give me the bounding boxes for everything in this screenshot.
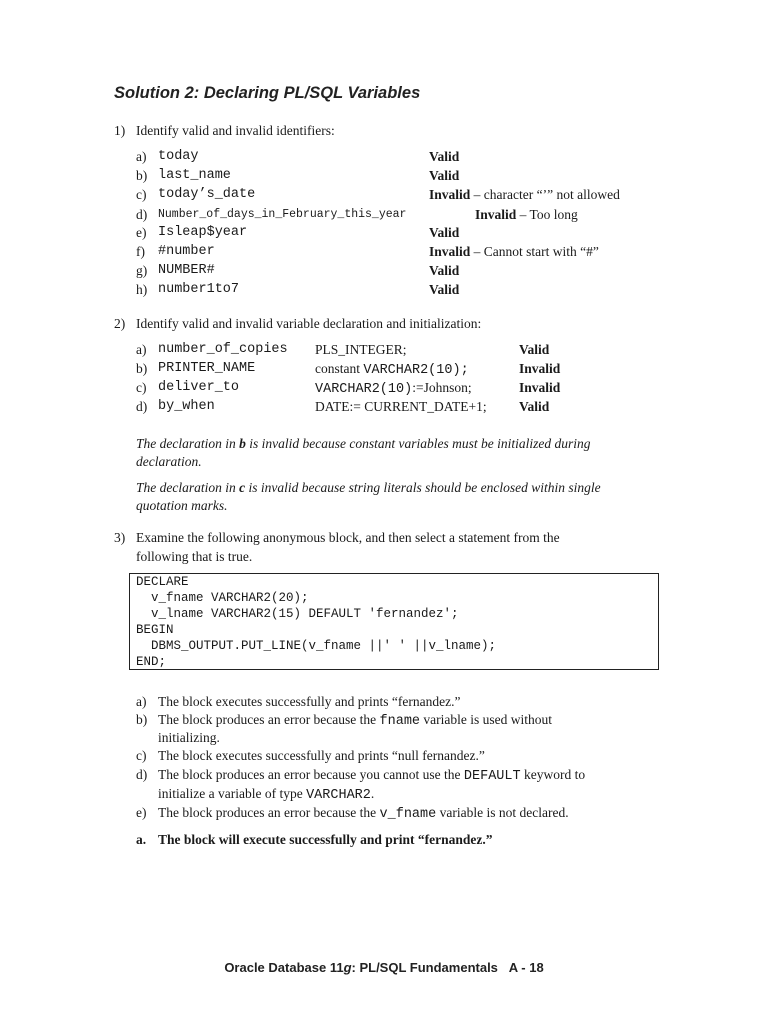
variable-name: PRINTER_NAME <box>158 361 256 376</box>
option-text-part: keyword to <box>520 767 586 782</box>
verdict: Invalid <box>429 244 471 259</box>
q3-text-line1: Examine the following anonymous block, and then select a statement from the <box>136 530 560 545</box>
q2-number: 2) <box>114 316 126 331</box>
option-text-part: variable is not declared. <box>436 805 569 820</box>
note-text: The declaration in <box>136 480 240 495</box>
identifier: last_name <box>158 168 231 183</box>
variable-name: deliver_to <box>158 380 240 395</box>
verdict: Valid <box>519 399 550 414</box>
decl-text: PLS_INTEGER; <box>315 342 407 357</box>
declaration <box>315 361 469 378</box>
declaration <box>315 380 472 397</box>
answer-letter: a. <box>136 832 147 847</box>
answer-text: The block will execute successfully and print “fernandez.” <box>158 832 493 847</box>
page-footer <box>0 960 768 975</box>
item-letter: b) <box>136 361 148 376</box>
code-line: v_lname VARCHAR2(15) DEFAULT 'fernandez'; <box>136 607 459 621</box>
declaration <box>315 342 407 358</box>
code-line: DBMS_OUTPUT.PUT_LINE(v_fname ||' ' ||v_lname); <box>136 639 497 653</box>
variable-name: number_of_copies <box>158 342 288 357</box>
footer-g: g <box>343 960 352 975</box>
note-text: is invalid because constant variables must be initialized during <box>245 436 591 451</box>
option-text-part: The block produces an error because you cannot use the <box>158 767 464 782</box>
code-line: BEGIN <box>136 623 174 637</box>
item-letter: c) <box>136 187 147 202</box>
identifier: today <box>158 149 199 164</box>
code-term: DEFAULT <box>463 769 521 784</box>
verdict: Valid <box>429 149 460 164</box>
verdict: Valid <box>519 342 550 357</box>
verdict: Valid <box>429 263 460 278</box>
option-text-part: The block produces an error because the <box>158 712 380 727</box>
decl-text: DATE:= CURRENT_DATE+1; <box>315 399 487 414</box>
note-key: b <box>239 436 246 451</box>
q1-text: Identify valid and invalid identifiers: <box>136 123 335 138</box>
q1-number: 1) <box>114 123 126 138</box>
item-letter: c) <box>136 380 147 395</box>
note-text: declaration. <box>136 454 202 469</box>
decl-type: VARCHAR2(10) <box>315 382 413 397</box>
option-text-part: . <box>370 786 375 801</box>
verdict-note: – Cannot start with “#” <box>470 244 599 259</box>
verdict-note: – Too long <box>516 207 578 222</box>
identifier: today’s_date <box>158 187 256 202</box>
option-letter: b) <box>136 712 148 727</box>
footer-title: Oracle Database 11 <box>224 960 344 975</box>
note-text: quotation marks. <box>136 498 228 513</box>
option-text <box>158 767 585 784</box>
option-letter: c) <box>136 748 147 763</box>
option-text-line2 <box>158 786 374 803</box>
item-letter: b) <box>136 168 148 183</box>
option-text-part: The block produces an error because the <box>158 805 380 820</box>
item-letter: f) <box>136 244 145 259</box>
item-letter: a) <box>136 149 147 164</box>
identifier: number1to7 <box>158 282 240 297</box>
identifier: Isleap$year <box>158 225 248 240</box>
note-b <box>136 435 590 471</box>
note-c <box>136 479 601 515</box>
code-line: DECLARE <box>136 575 189 589</box>
q2-text: Identify valid and invalid variable declaration and initialization: <box>136 316 482 331</box>
note-text: The declaration in <box>136 436 240 451</box>
note-key: c <box>239 480 246 495</box>
identifier: Number_of_days_in_February_this_year <box>158 208 407 221</box>
item-letter: d) <box>136 207 148 222</box>
identifier: #number <box>158 244 215 259</box>
verdict: Valid <box>429 168 460 183</box>
q3-text-line2: following that is true. <box>136 549 253 564</box>
verdict: Invalid <box>429 187 471 202</box>
option-text-part: initialize a variable of type <box>158 786 307 801</box>
option-text: The block executes successfully and prints “null fernandez.” <box>158 748 485 763</box>
code-line: v_fname VARCHAR2(20); <box>136 591 309 605</box>
verdict-note: – character “’” not allowed <box>470 187 620 202</box>
identifier: NUMBER# <box>158 263 215 278</box>
declaration <box>315 399 487 415</box>
item-letter: a) <box>136 342 147 357</box>
decl-text: :=Johnson; <box>412 380 472 395</box>
item-letter: g) <box>136 263 148 278</box>
code-line: END; <box>136 655 167 669</box>
code-term: v_fname <box>379 807 437 822</box>
item-letter: h) <box>136 282 148 297</box>
page-title: Solution 2: Declaring PL/SQL Variables <box>114 84 421 102</box>
option-text-part: variable is used without <box>420 712 553 727</box>
option-letter: e) <box>136 805 147 820</box>
code-block <box>129 573 659 670</box>
item-letter: d) <box>136 399 148 414</box>
decl-type: VARCHAR2(10); <box>363 363 469 378</box>
q3-number: 3) <box>114 530 126 545</box>
verdict: Invalid <box>519 361 561 376</box>
page-number: A - 18 <box>508 960 544 975</box>
verdict: Valid <box>429 225 460 240</box>
option-letter: a) <box>136 694 147 709</box>
note-text: is invalid because string literals should be enclosed within single <box>245 480 601 495</box>
option-text <box>158 712 552 729</box>
code-term: fname <box>379 714 421 729</box>
option-text <box>158 805 569 822</box>
option-text: The block executes successfully and prints “fernandez.” <box>158 694 461 709</box>
option-letter: d) <box>136 767 148 782</box>
verdict: Invalid <box>519 380 561 395</box>
verdict: Invalid <box>475 207 517 222</box>
footer-subtitle: : PL/SQL Fundamentals <box>351 960 498 975</box>
option-text-line2: initializing. <box>158 730 220 745</box>
item-letter: e) <box>136 225 147 240</box>
variable-name: by_when <box>158 399 215 414</box>
verdict: Valid <box>429 282 460 297</box>
decl-text: constant <box>315 361 364 376</box>
code-term: VARCHAR2 <box>306 788 371 803</box>
